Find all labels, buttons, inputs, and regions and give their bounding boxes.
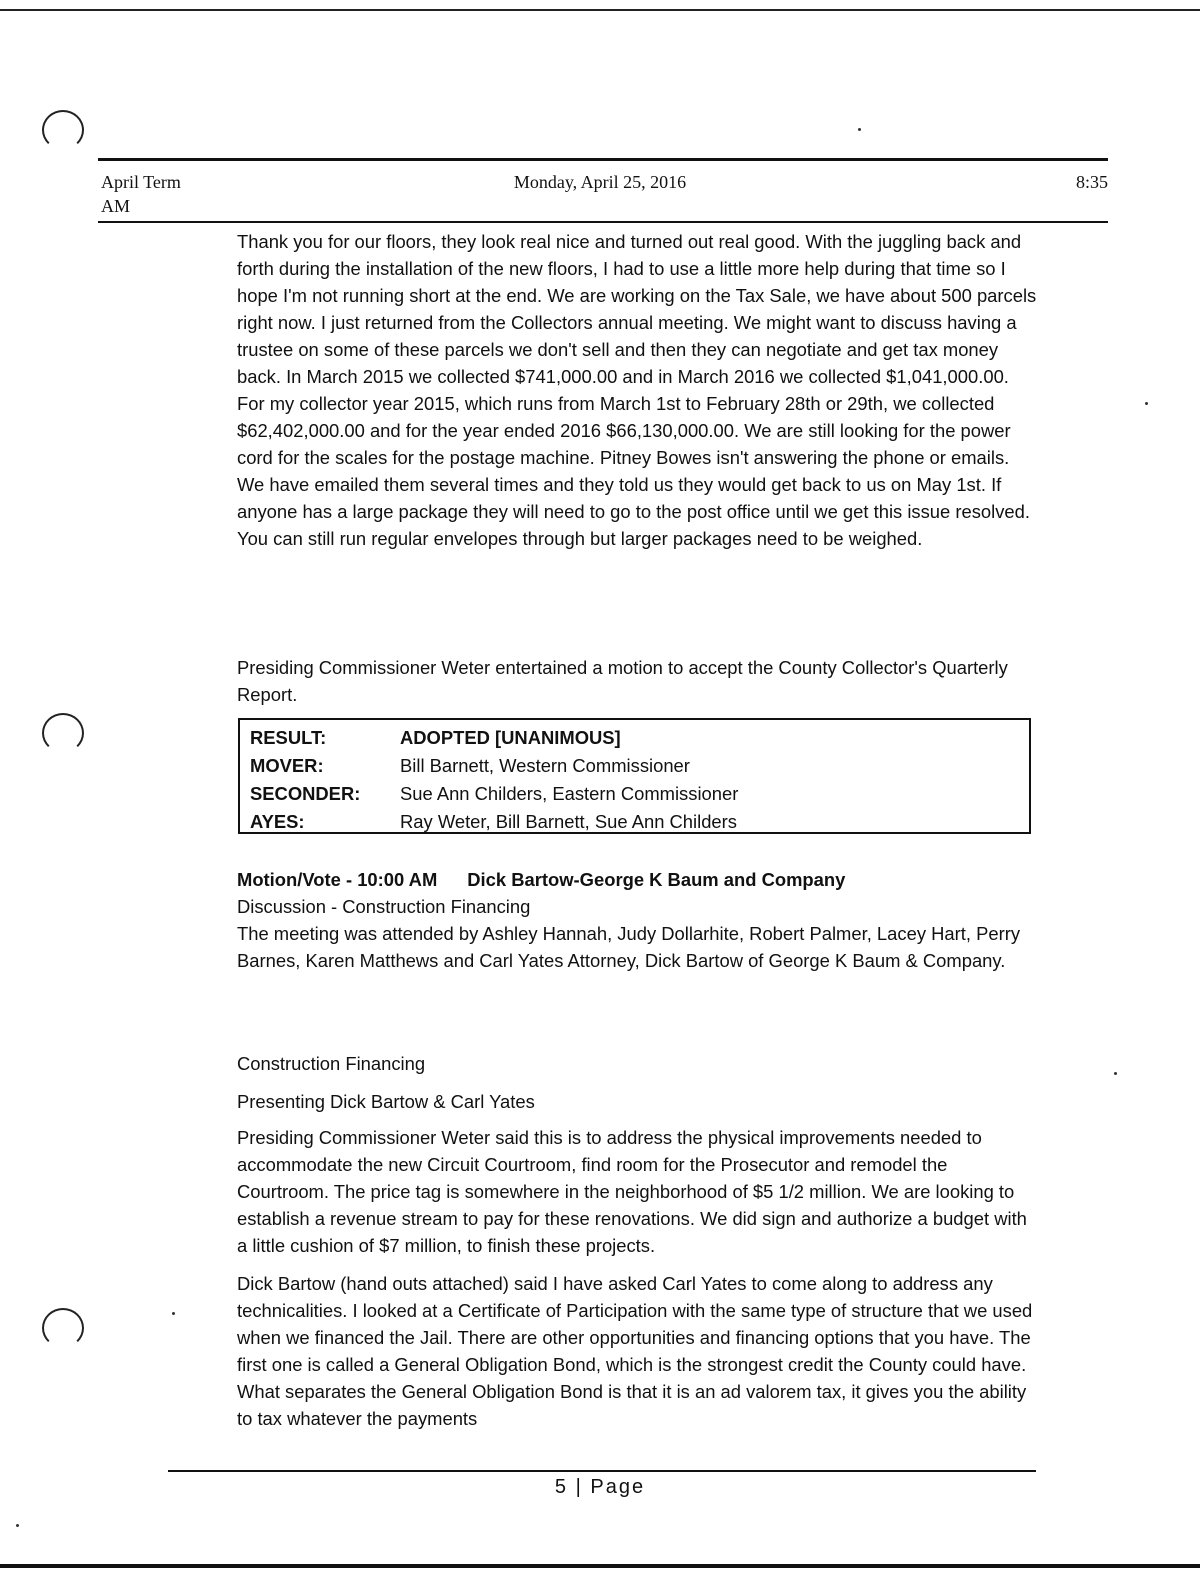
punch-hole-middle xyxy=(42,713,84,753)
result-label: RESULT: xyxy=(250,727,327,748)
seconder-label: SECONDER: xyxy=(250,783,361,804)
scan-speck xyxy=(858,128,861,131)
ayes-value: Ray Weter, Bill Barnett, Sue Ann Childers xyxy=(400,811,737,832)
header-date: Monday, April 25, 2016 xyxy=(513,172,687,192)
motion-paragraph xyxy=(237,654,1037,708)
agenda-item-attendance: The meeting was attended by Ashley Hannah, Judy Dollarhite, Robert Palmer, Lacey Hart, Perry Barnes, Karen Matthews and Carl Yates Attorney, Dick Bartow of George K Baum & Company. xyxy=(237,923,1021,971)
result-value: ADOPTED [UNANIMOUS] xyxy=(400,727,621,748)
page-number: 5 | Page xyxy=(554,1476,646,1498)
presenting-line xyxy=(237,1088,1037,1115)
scan-edge-top xyxy=(0,9,1200,11)
vote-result-table xyxy=(238,718,1031,834)
agenda-item xyxy=(237,866,1037,974)
presenting-text: Presenting Dick Bartow & Carl Yates xyxy=(237,1091,535,1112)
scan-speck xyxy=(1145,402,1148,405)
section-title xyxy=(237,1050,1037,1077)
scan-edge-bottom xyxy=(0,1564,1200,1568)
footer-rule xyxy=(168,1470,1036,1472)
weter-statement xyxy=(237,1124,1037,1259)
punch-hole-bottom xyxy=(42,1308,84,1348)
motion-text: Presiding Commissioner Weter entertained a motion to accept the County Collector's Quarterly Report. xyxy=(237,657,1008,705)
collector-report-text: Thank you for our floors, they look real nice and turned out real good. With the juggling back and forth during the installation of the new floors, I had to use a little more help during that time so I hope I'm not running short at the end. We are working on the Tax Sale, we have about 500 parcels right now. I just returned from the Collectors annual meeting. We might want to discuss having a trustee on some of these parcels we don't sell and then they can negotiate and get tax money back. In March 2015 we collected $741,000.00 and in March 2016 we collected $1,041,000.00. For my collector year 2015, which runs from March 1st to February 28th or 29th, we collected $62,402,000.00 and for the year ended 2016 $66,130,000.00. We are still looking for the power cord for the scales for the postage machine. Pitney Bowes isn't answering the phone or emails. We have emailed them several times and they told us they would get back to us on May 1st. If anyone has a large package they will need to go to the post office until we get this issue resolved. You can still run regular envelopes through but larger packages need to be weighed. xyxy=(237,231,1037,549)
agenda-item-heading xyxy=(237,866,1037,893)
scan-speck xyxy=(172,1312,175,1315)
punch-hole-top xyxy=(42,110,84,150)
agenda-item-time: Motion/Vote - 10:00 AM xyxy=(237,869,438,890)
agenda-item-presenter: Dick Bartow-George K Baum and Company xyxy=(467,869,846,890)
collector-report-paragraph xyxy=(237,228,1037,552)
header-rule-bottom xyxy=(98,221,1108,223)
mover-value: Bill Barnett, Western Commissioner xyxy=(400,755,690,776)
scan-speck xyxy=(16,1524,19,1527)
construction-financing-title: Construction Financing xyxy=(237,1053,426,1074)
agenda-item-discussion: Discussion - Construction Financing xyxy=(237,896,531,917)
ayes-label: AYES: xyxy=(250,811,305,832)
seconder-value: Sue Ann Childers, Eastern Commissioner xyxy=(400,783,739,804)
mover-label: MOVER: xyxy=(250,755,324,776)
weter-statement-text: Presiding Commissioner Weter said this is to address the physical improvements needed to accommodate the new Circuit Courtroom, find room for the Prosecutor and remodel the Courtroom. The price tag is somewhere in the neighborhood of $5 1/2 million. We are looking to establish a revenue stream to pay for these renovations. We did sign and authorize a budget with a little cushion of $7 million, to finish these projects. xyxy=(237,1127,1027,1256)
bartow-statement-text: Dick Bartow (hand outs attached) said I have asked Carl Yates to come along to address any technicalities. I looked at a Certificate of Participation with the same type of structure that we used when we financed the Jail. There are other opportunities and financing options that you have. The first one is called a General Obligation Bond, which is the strongest credit the County could have. What separates the General Obligation Bond is that it is an ad valorem tax, it gives you the ability to tax whatever the payments xyxy=(237,1273,1033,1429)
header-time: 8:35 xyxy=(1075,172,1108,192)
scan-speck xyxy=(1114,1072,1117,1075)
header-rule-top xyxy=(98,158,1108,161)
bartow-statement xyxy=(237,1270,1037,1432)
header-term: April Term AM xyxy=(101,172,181,216)
